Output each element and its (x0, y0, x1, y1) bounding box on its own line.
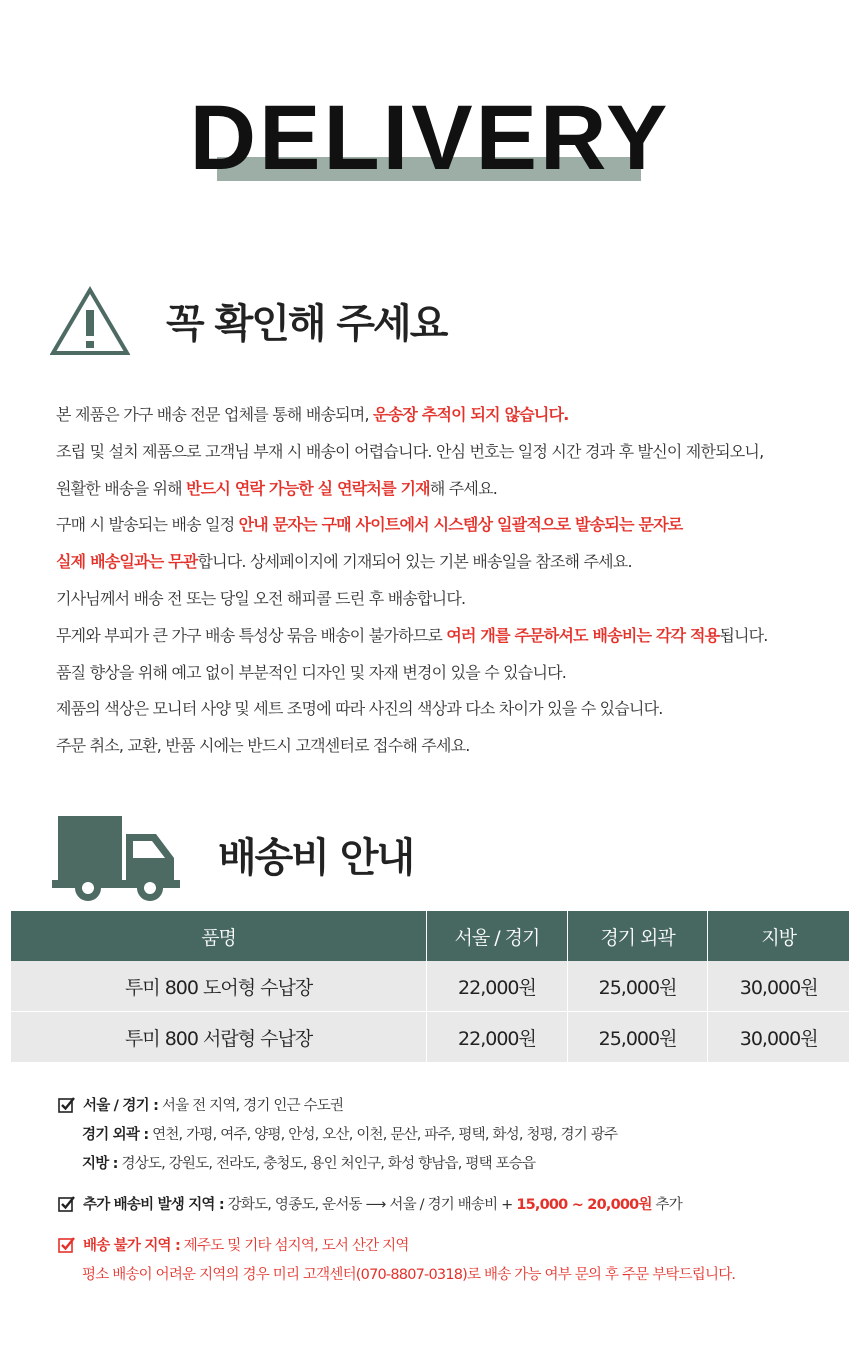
notice-line: 원활한 배송을 위해 반드시 연락 가능한 실 연락처를 기재해 주세요. (56, 478, 498, 498)
table-header-row (11, 911, 849, 961)
header-outer: 경기 외곽 (567, 911, 708, 961)
warning-icon (50, 286, 130, 356)
note-local: 지방 : 경상도, 강원도, 전라도, 충청도, 용인 처인구, 화성 향남읍, 평택 포승읍 (82, 1156, 536, 1172)
price-cell: 22,000원 (427, 961, 568, 1012)
truck-icon (52, 814, 180, 902)
notice-line: 제품의 색상은 모니터 사양 및 세트 조명에 따라 사진의 색상과 다소 차이가 있을 수 있습니다. (56, 699, 663, 719)
price-cell: 30,000원 (708, 1012, 849, 1063)
title-block (0, 88, 860, 188)
header-local: 지방 (708, 911, 849, 961)
table-row (11, 1012, 849, 1063)
notice-line: 품질 향상을 위해 예고 없이 부분적인 디자인 및 자재 변경이 있을 수 있습니다. (56, 662, 567, 682)
shipping-fee-table (11, 911, 849, 1063)
notice-line: 기사님께서 배송 전 또는 당일 오전 해피콜 드린 후 배송합니다. (56, 588, 466, 608)
product-name-cell: 투미 800 서랍형 수납장 (11, 1012, 427, 1063)
header-product: 품명 (11, 911, 427, 961)
note-outer: 경기 외곽 : 연천, 가평, 여주, 양평, 안성, 오산, 이천, 문산, 파주, 평택, 화성, 청평, 경기 광주 (82, 1127, 618, 1143)
checkbox-checked-icon (58, 1096, 75, 1113)
notice-line: 무게와 부피가 큰 가구 배송 특성상 묶음 배송이 불가하므로 여러 개를 주문하셔도 배송비는 각각 적용됩니다. (56, 625, 768, 645)
price-cell: 25,000원 (567, 1012, 708, 1063)
notice-line: 주문 취소, 교환, 반품 시에는 반드시 고객센터로 접수해 주세요. (56, 736, 470, 756)
notice-line: 본 제품은 가구 배송 전문 업체를 통해 배송되며, 운송장 추적이 되지 않습니다. (56, 405, 569, 424)
checkbox-checked-icon (58, 1236, 75, 1253)
header-seoul: 서울 / 경기 (427, 911, 568, 961)
table-row (11, 961, 849, 1012)
notice-list (56, 397, 846, 765)
price-cell: 22,000원 (427, 1012, 568, 1063)
shipping-heading: 배송비 안내 (218, 835, 414, 881)
shipping-notes (58, 1092, 848, 1290)
note-no-ship: 배송 불가 지역 : 제주도 및 기타 섬지역, 도서 산간 지역 (58, 1232, 848, 1261)
price-cell: 25,000원 (567, 961, 708, 1012)
note-no-ship-detail: 평소 배송이 어려운 지역의 경우 미리 고객센터(070-8807-0318)로 배송 가능 여부 문의 후 주문 부탁드립니다. (82, 1267, 736, 1283)
price-cell: 30,000원 (708, 961, 849, 1012)
note-seoul: 서울 / 경기 : 서울 전 지역, 경기 인근 수도권 (58, 1092, 848, 1121)
checkbox-checked-icon (58, 1195, 75, 1212)
warning-heading: 꼭 확인해 주세요 (166, 301, 447, 347)
notice-line: 조립 및 설치 제품으로 고객님 부재 시 배송이 어렵습니다. 안심 번호는 일정 시간 경과 후 발신이 제한되오니, (56, 441, 764, 461)
notice-line: 실제 배송일과는 무관합니다. 상세페이지에 기재되어 있는 기본 배송일을 참조해 주세요. (56, 552, 632, 572)
product-name-cell: 투미 800 도어형 수납장 (11, 961, 427, 1012)
note-extra-fee: 추가 배송비 발생 지역 : 강화도, 영종도, 운서동 ⟶ 서울 / 경기 배송비 + 15,000 ~ 20,000원 추가 (58, 1191, 848, 1220)
page-title: DELIVERY (189, 87, 671, 189)
notice-line: 구매 시 발송되는 배송 일정 안내 문자는 구매 사이트에서 시스템상 일괄적으로 발송되는 문자로 (56, 515, 683, 535)
